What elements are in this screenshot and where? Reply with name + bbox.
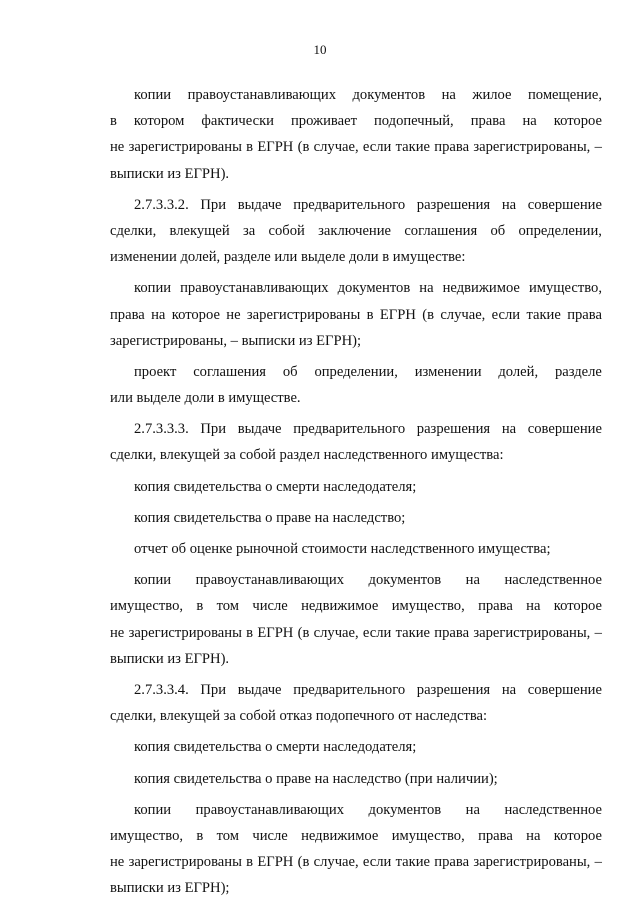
word: недвижимое <box>301 598 379 615</box>
word: не <box>110 624 125 641</box>
word: ЕГРН <box>379 306 416 323</box>
word: в <box>110 113 117 130</box>
word: такие <box>395 624 431 641</box>
word: в <box>246 854 254 871</box>
word: – <box>594 139 602 156</box>
word: если <box>362 854 392 871</box>
word: зарегистрированы <box>246 306 361 323</box>
word: соглашения <box>193 363 267 380</box>
word: случае, <box>313 624 359 641</box>
word: в <box>366 306 374 323</box>
text-line: копия свидетельства о праве на наследство; <box>134 509 406 526</box>
word: 2.7.3.3.2. <box>134 196 189 213</box>
word: наследственное <box>504 801 602 818</box>
word: разрешения <box>416 196 491 213</box>
word: При <box>200 681 227 698</box>
text-line <box>110 416 602 442</box>
word: копии <box>134 280 172 297</box>
word: долей, <box>498 363 539 380</box>
word: (в <box>297 624 310 641</box>
word: При <box>200 421 227 438</box>
word: в <box>196 598 204 615</box>
word: выдаче <box>237 421 282 438</box>
word: на <box>501 681 517 698</box>
word: зарегистрированы, <box>473 854 591 871</box>
word: зарегистрированы <box>128 624 242 641</box>
word: разделе <box>554 363 602 380</box>
word: права <box>110 306 145 323</box>
text-line: копия свидетельства о смерти наследодателя; <box>134 478 417 495</box>
word: правоустанавливающих <box>187 87 336 103</box>
word: на <box>151 306 166 323</box>
word: предварительного <box>293 681 406 698</box>
word: не <box>110 854 125 871</box>
text-line <box>110 620 602 646</box>
word: собой <box>268 222 305 239</box>
text-line <box>110 823 602 849</box>
word: ЕГРН <box>257 624 294 641</box>
text-line <box>110 108 602 134</box>
word: имущество, <box>528 280 602 297</box>
word: на <box>522 113 537 130</box>
page-number: 10 <box>313 42 327 57</box>
word: если <box>362 139 392 156</box>
word: совершение <box>527 196 602 213</box>
word: имущество, <box>391 827 465 844</box>
word: определении, <box>314 363 398 380</box>
word: сделки, <box>110 222 157 239</box>
word: на <box>501 421 517 438</box>
word: имущество, <box>110 598 184 615</box>
word: определении, <box>518 222 602 239</box>
word: которое <box>553 598 602 615</box>
word: недвижимое <box>301 827 379 844</box>
word: влекущей <box>169 222 230 239</box>
word: если <box>362 624 392 641</box>
word: случае, <box>313 854 359 871</box>
word: правоустанавливающих <box>195 801 345 818</box>
word: которое <box>171 306 220 323</box>
word: об <box>282 363 298 380</box>
word: не <box>110 139 125 156</box>
word: ЕГРН <box>257 854 294 871</box>
word: случае, <box>313 139 359 156</box>
text-line <box>110 82 602 108</box>
word: зарегистрированы, <box>473 139 591 156</box>
word: предварительного <box>293 421 406 438</box>
word: – <box>594 624 602 641</box>
word: 2.7.3.3.4. <box>134 681 189 698</box>
word: права <box>470 113 506 130</box>
text-line: сделки, влекущей за собой раздел наследственного имущества: <box>110 447 504 464</box>
word: При <box>200 196 227 213</box>
word: зарегистрированы <box>128 854 242 871</box>
word: ЕГРН <box>257 139 294 156</box>
word: проект <box>134 363 177 380</box>
word: документов <box>337 280 411 297</box>
text-line <box>110 593 602 619</box>
text-line <box>110 302 602 328</box>
word: в <box>196 827 204 844</box>
word: копии <box>134 572 172 589</box>
word: такие <box>395 139 431 156</box>
word: правоустанавливающих <box>195 572 345 589</box>
word: в <box>246 139 254 156</box>
word: случае, <box>440 306 486 323</box>
text-line <box>110 849 602 875</box>
word: (в <box>297 854 310 871</box>
word: права <box>434 854 470 871</box>
word: подопечный, <box>373 113 454 130</box>
word: выдаче <box>237 196 282 213</box>
text-line <box>110 359 602 385</box>
word: изменении <box>414 363 482 380</box>
text-line: выписки из ЕГРН); <box>110 880 230 897</box>
word: права <box>567 306 602 323</box>
word: такие <box>395 854 431 871</box>
word: копии <box>134 87 172 103</box>
word: выдаче <box>237 681 282 698</box>
word: зарегистрированы, <box>473 624 591 641</box>
word: об <box>490 222 506 239</box>
text-line: выписки из ЕГРН). <box>110 650 230 667</box>
text-line <box>110 218 602 244</box>
text-line <box>110 134 602 160</box>
word: разрешения <box>416 681 491 698</box>
text-line: изменении долей, разделе или выделе доли в имуществе: <box>110 249 466 266</box>
word: правоустанавливающих <box>180 280 329 297</box>
word: 2.7.3.3.3. <box>134 421 189 438</box>
word: на <box>441 87 456 103</box>
word: которое <box>553 113 602 130</box>
word: документов <box>368 801 442 818</box>
word: котором <box>133 113 185 130</box>
word: на <box>526 598 541 615</box>
text-line <box>110 275 602 301</box>
text-line <box>110 797 602 823</box>
word: документов <box>352 87 426 103</box>
word: на <box>526 827 541 844</box>
word: права <box>434 624 470 641</box>
word: помещение, <box>527 87 602 103</box>
word: документов <box>368 572 442 589</box>
word: не <box>226 306 241 323</box>
word: имущество, <box>391 598 465 615</box>
word: разрешения <box>416 421 491 438</box>
text-line: сделки, влекущей за собой отказ подопечного от наследства: <box>110 708 488 725</box>
text-line: отчет об оценке рыночной стоимости наследственного имущества; <box>134 541 551 557</box>
text-line: или выделе доли в имуществе. <box>110 390 301 407</box>
word: имущество, <box>110 827 184 844</box>
word: наследственное <box>504 572 602 589</box>
word: – <box>594 854 602 871</box>
word: числе <box>252 827 288 844</box>
word: фактически <box>201 113 274 130</box>
word: на <box>465 572 480 589</box>
text-line: зарегистрированы, – выписки из ЕГРН); <box>110 332 362 349</box>
word: том <box>216 827 240 844</box>
word: зарегистрированы <box>128 139 242 156</box>
word: (в <box>422 306 434 323</box>
text-line <box>110 192 602 218</box>
text-line: копия свидетельства о праве на наследство (при наличии); <box>134 770 498 787</box>
word: права <box>478 827 513 844</box>
word: права <box>478 598 513 615</box>
text-line: выписки из ЕГРН). <box>110 165 230 182</box>
word: копии <box>134 801 172 818</box>
word: права <box>434 139 470 156</box>
word: такие <box>526 306 561 323</box>
word: предварительного <box>293 196 406 213</box>
document-body <box>110 82 602 901</box>
word: (в <box>297 139 310 156</box>
text-line: копия свидетельства о смерти наследодателя; <box>134 739 417 756</box>
word: за <box>242 222 256 239</box>
word: совершение <box>527 681 602 698</box>
word: жилое <box>472 87 512 103</box>
word: на <box>419 280 434 297</box>
word: которое <box>553 827 602 844</box>
word: если <box>491 306 521 323</box>
word: недвижимое <box>442 280 520 297</box>
word: на <box>501 196 517 213</box>
word: на <box>465 801 480 818</box>
text-line <box>110 677 602 703</box>
word: совершение <box>527 421 602 438</box>
word: соглашения <box>404 222 478 239</box>
text-line <box>110 567 602 593</box>
word: в <box>246 624 254 641</box>
word: том <box>216 598 240 615</box>
word: числе <box>252 598 288 615</box>
word: заключение <box>318 222 392 239</box>
word: проживает <box>290 113 357 130</box>
